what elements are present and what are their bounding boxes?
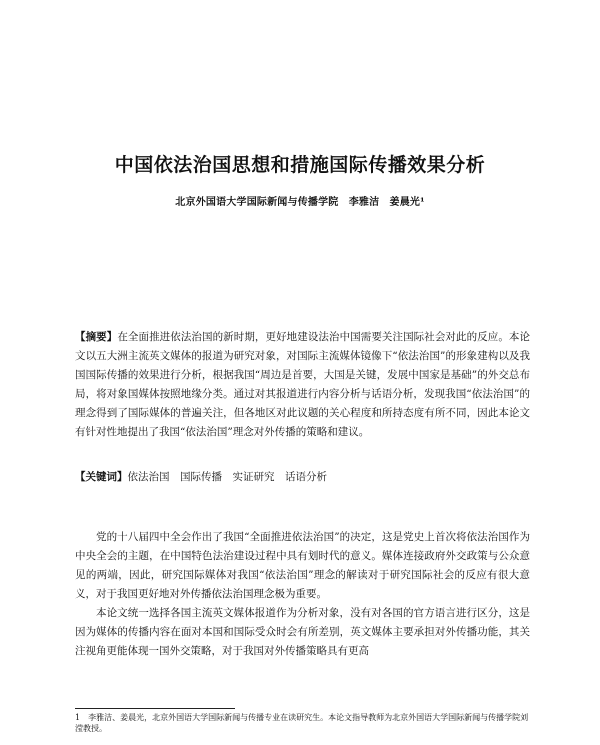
keywords-label: 【关键词】 xyxy=(75,471,128,483)
body-paragraph-2: 本论文统一选择各国主流英文媒体报道作为分析对象，没有对各国的官方语言进行区分，这是因为媒体的传播内容在面对本国和国际受众时会有所差别，英文媒体主要承担对外传播功能，其关注视角更能体现一国外交策略，对于我国对外传播策略具有更高 xyxy=(75,607,530,657)
paper-authors: 北京外国语大学国际新闻与传播学院 李雅洁 姜晨光¹ xyxy=(175,197,425,208)
keywords-text: 依法治国 国际传播 实证研究 话语分析 xyxy=(127,471,327,483)
body-paragraph-1: 党的十八届四中全会作出了我国“全面推进依法治国”的决定，这是党史上首次将依法治国作为中央全会的主题，在中国特色法治建设过程中具有划时代的意义。媒体连接政府外交政策与公众意见的两端，因此，研究国际媒体对我国“依法治国”理念的解读对于研究国际社会的反应有很大意义，对于我国更好地对外传播依法治国理念极为重要。 xyxy=(75,531,530,600)
keywords-block xyxy=(75,468,530,487)
abstract-block xyxy=(75,328,530,442)
footnote: 1 李雅洁、姜晨光，北京外国语大学国际新闻与传播专业在读研究生。本论文指导教师为北京外国语大学国际新闻与传播学院刘滢教授。 xyxy=(75,713,529,733)
footnote-divider xyxy=(75,708,235,709)
paper-title: 中国依法治国思想和措施国际传播效果分析 xyxy=(114,154,486,176)
abstract-label: 【摘要】 xyxy=(75,331,118,343)
abstract-text: 在全面推进依法治国的新时期，更好地建设法治中国需要关注国际社会对此的反应。本论文以五大洲主流英文媒体的报道为研究对象，对国际主流媒体镜像下“依法治国”的形象建构以及我国国际传播的效果进行分析，根据我国“周边是首要，大国是关键，发展中国家是基础”的外交总布局，将对象国媒体按照地缘分类。通过对其报道进行内容分析与话语分析，发现我国“依法治国”的理念得到了国际媒体的普遍关注，但各地区对此议题的关心程度和所持态度有所不同，因此本论文有针对性地提出了我国“依法治国”理念对外传播的策略和建议。 xyxy=(75,331,531,438)
body-text xyxy=(75,528,530,661)
